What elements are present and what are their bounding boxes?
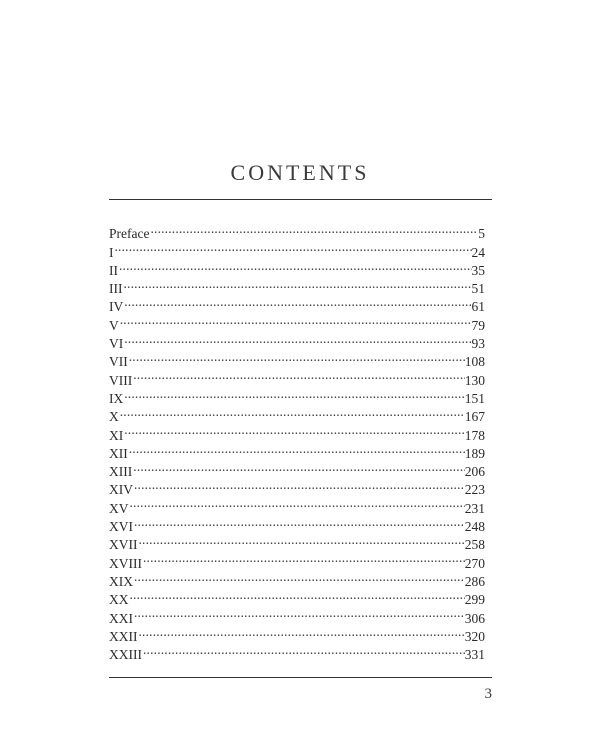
toc-entry-page: 223 <box>464 482 485 498</box>
toc-entry-chapter-18[interactable] <box>109 549 485 571</box>
toc-entry-label: Preface <box>109 226 150 242</box>
toc-entry-chapter-17[interactable] <box>109 531 485 553</box>
toc-entry-page: 51 <box>471 281 485 297</box>
toc-entry-chapter-8[interactable] <box>109 366 485 388</box>
toc-entry-chapter-10[interactable] <box>109 403 485 425</box>
toc-entry-label: III <box>109 281 123 297</box>
dot-leader <box>123 421 465 439</box>
toc-entry-chapter-5[interactable] <box>109 311 485 333</box>
dot-leader <box>119 311 472 329</box>
toc-entry-chapter-3[interactable] <box>109 275 485 297</box>
dot-leader <box>133 476 465 494</box>
toc-entry-page: 5 <box>478 226 485 242</box>
toc-entry-chapter-23[interactable] <box>109 641 485 663</box>
dot-leader <box>149 220 478 238</box>
toc-entry-page: 248 <box>464 519 485 535</box>
toc-entry-page: 206 <box>464 464 485 480</box>
toc-entry-chapter-12[interactable] <box>109 440 485 461</box>
dot-leader <box>118 257 472 275</box>
toc-entry-page: 189 <box>464 445 485 461</box>
dot-leader <box>142 641 465 659</box>
dot-leader <box>119 403 465 421</box>
toc-entry-label: XVII <box>109 537 138 553</box>
dot-leader <box>133 568 465 586</box>
toc-entry-label: XV <box>109 500 129 516</box>
toc-entry-page: 108 <box>464 354 485 370</box>
toc-entry-label: IX <box>109 390 124 406</box>
toc-entry-label: XI <box>109 427 124 443</box>
toc-entry-chapter-15[interactable] <box>109 494 485 516</box>
dot-leader <box>142 549 465 567</box>
toc-entry-page: 24 <box>471 244 485 260</box>
dot-leader <box>123 293 471 311</box>
toc-entry-label: VIII <box>109 372 133 388</box>
toc-entry-label: XIX <box>109 573 133 589</box>
toc-entry-label: XXI <box>109 610 133 626</box>
toc-entry-chapter-11[interactable] <box>109 421 485 443</box>
page-title: CONTENTS <box>230 160 370 185</box>
dot-leader <box>132 366 465 384</box>
toc-entry-page: 151 <box>464 390 485 406</box>
toc-entry-label: XIII <box>109 464 133 480</box>
toc-entry-chapter-1[interactable] <box>109 238 485 260</box>
toc-entry-chapter-22[interactable] <box>109 623 485 644</box>
toc-entry-page: 331 <box>464 647 485 663</box>
dot-leader <box>114 238 472 256</box>
toc-entry-page: 130 <box>464 372 485 388</box>
toc-entry-label: XXII <box>109 628 138 644</box>
dot-leader <box>123 275 472 293</box>
toc-entry-page: 320 <box>464 628 485 644</box>
toc-entry-page: 79 <box>471 317 485 333</box>
toc-entry-page: 258 <box>464 537 485 553</box>
toc-entry-chapter-7[interactable] <box>109 348 485 370</box>
toc-entry-label: X <box>109 409 119 425</box>
dot-leader <box>133 604 465 622</box>
toc-entry-label: V <box>109 317 119 333</box>
dot-leader <box>138 531 465 549</box>
toc-entry-chapter-9[interactable] <box>109 385 485 406</box>
toc-entry-page: 286 <box>464 573 485 589</box>
toc-entry-chapter-21[interactable] <box>109 604 485 626</box>
toc-entry-label: VI <box>109 336 124 352</box>
toc-entry-page: 270 <box>464 555 485 571</box>
toc-entry-chapter-6[interactable] <box>109 330 485 352</box>
toc-entry-chapter-14[interactable] <box>109 476 485 498</box>
toc-entry-label: XVI <box>109 519 133 535</box>
toc-entry-chapter-13[interactable] <box>109 458 485 480</box>
dot-leader <box>133 513 465 531</box>
toc-entry-label: II <box>109 262 118 278</box>
dot-leader <box>128 348 465 366</box>
toc-entry-label: VII <box>109 354 128 370</box>
dot-leader <box>123 330 471 348</box>
toc-entry-label: XII <box>109 445 128 461</box>
top-divider <box>109 199 492 200</box>
toc-entry-page: 178 <box>464 427 485 443</box>
toc-entry-page: 93 <box>471 336 485 352</box>
toc-entry-page: 35 <box>471 262 485 278</box>
toc-entry-page: 61 <box>471 299 485 315</box>
toc-entry-label: XIV <box>109 482 133 498</box>
toc-entry-label: I <box>109 244 114 260</box>
dot-leader <box>128 440 465 458</box>
toc-entry-label: IV <box>109 299 124 315</box>
toc-entry-chapter-20[interactable] <box>109 586 485 608</box>
toc-entry-chapter-16[interactable] <box>109 513 485 535</box>
dot-leader <box>129 586 465 604</box>
dot-leader <box>138 623 465 641</box>
page-number: 3 <box>484 686 492 702</box>
dot-leader <box>132 458 465 476</box>
dot-leader <box>123 385 465 403</box>
toc-entry-page: 299 <box>464 592 485 608</box>
toc-entry-chapter-2[interactable] <box>109 257 485 278</box>
toc-entry-page: 167 <box>464 409 485 425</box>
toc-entry-preface[interactable] <box>109 220 485 242</box>
toc-entry-page: 231 <box>464 500 485 516</box>
bottom-divider <box>109 677 492 678</box>
toc-entry-label: XX <box>109 592 129 608</box>
dot-leader <box>129 494 465 512</box>
toc-entry-page: 306 <box>464 610 485 626</box>
toc-entry-chapter-19[interactable] <box>109 568 485 589</box>
toc-entry-label: XXIII <box>109 647 142 663</box>
toc-entry-label: XVIII <box>109 555 142 571</box>
toc-entry-chapter-4[interactable] <box>109 293 485 315</box>
table-of-contents <box>109 220 485 663</box>
